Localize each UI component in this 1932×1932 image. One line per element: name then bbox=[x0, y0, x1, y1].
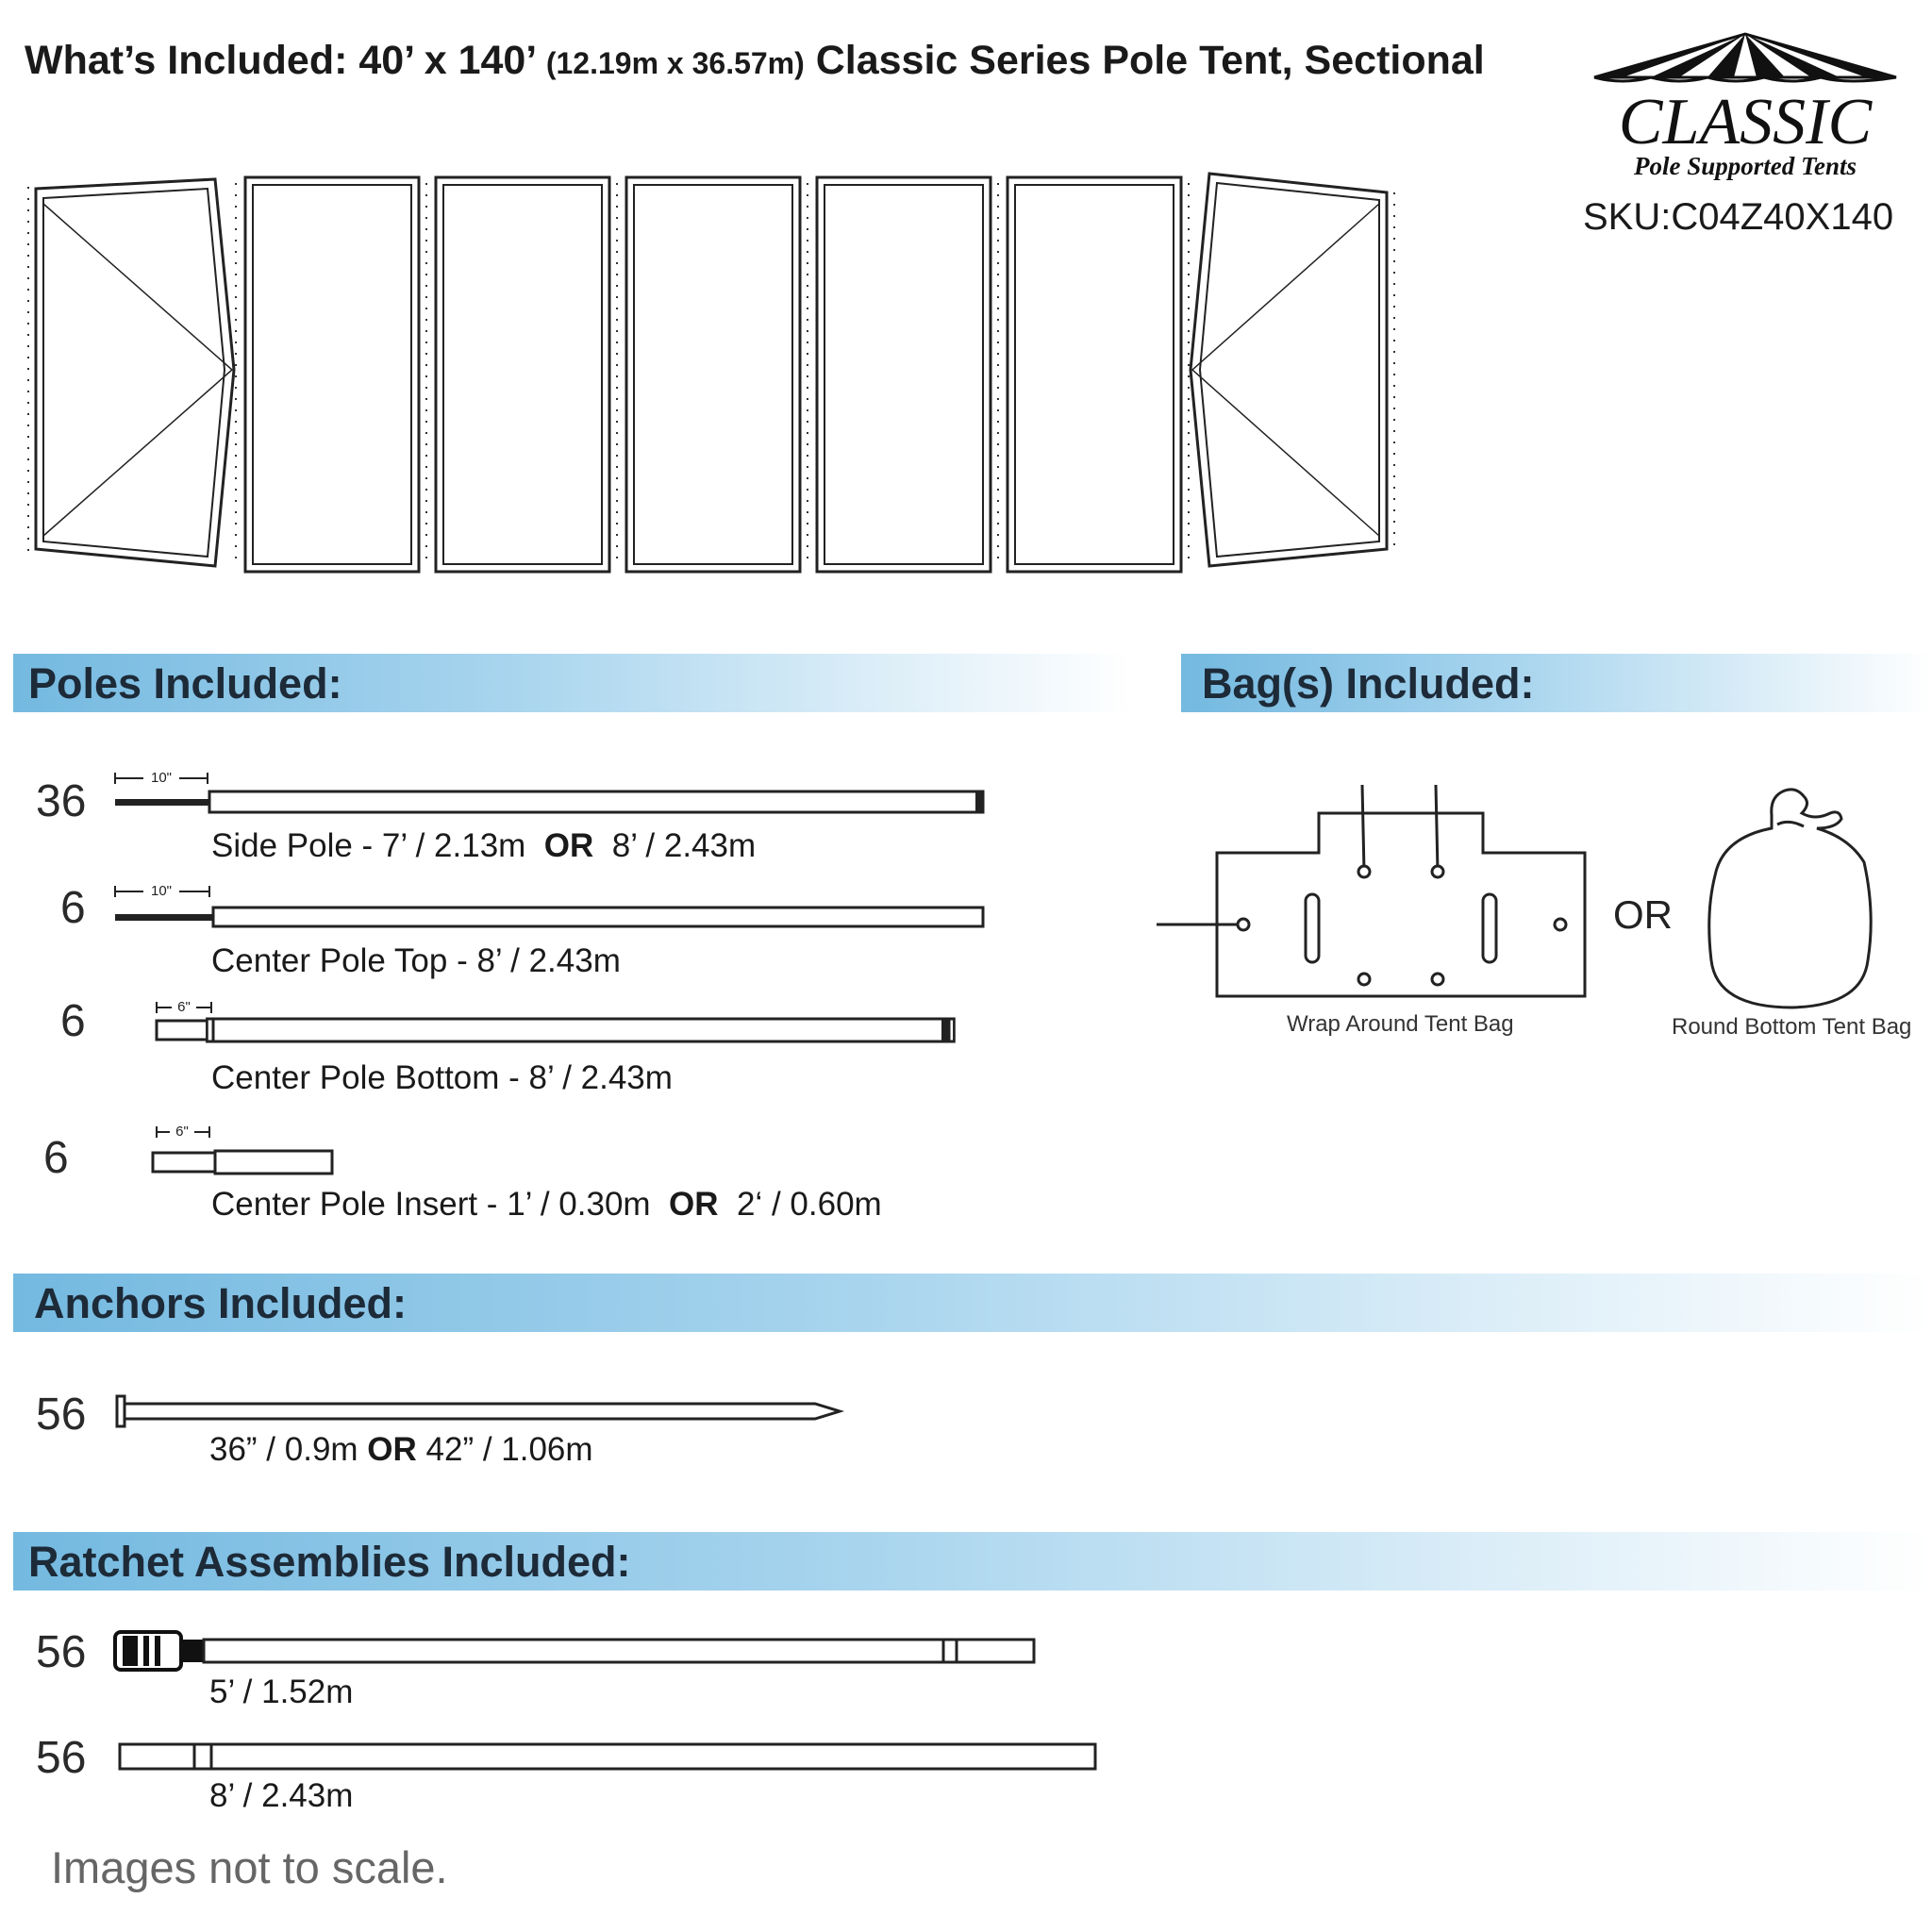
section-banner-bags bbox=[1181, 654, 1932, 712]
pole-or: OR bbox=[543, 827, 594, 864]
ratchet-label: 5’ / 1.52m bbox=[209, 1674, 354, 1710]
pole-label bbox=[211, 1059, 673, 1097]
tent-stripes-icon bbox=[1594, 34, 1896, 81]
ratchet-qty: 56 bbox=[36, 1733, 87, 1783]
tent-end-section-left bbox=[36, 179, 234, 566]
tent-mid-section-2 bbox=[436, 177, 609, 572]
tent-end-section-right bbox=[1191, 174, 1387, 566]
anchor-size-2: 42” / 1.06m bbox=[416, 1431, 593, 1468]
ratchet-qty: 56 bbox=[36, 1627, 87, 1677]
section-title-ratchets: Ratchet Assemblies Included: bbox=[28, 1538, 631, 1586]
section-title-bags: Bag(s) Included: bbox=[1202, 659, 1535, 708]
sku-label: SKU:C04Z40X140 bbox=[1583, 196, 1894, 238]
section-banner-anchors bbox=[13, 1274, 1932, 1332]
side-pole-drawing bbox=[113, 769, 991, 816]
wrap-bag-label: Wrap Around Tent Bag bbox=[1287, 1011, 1514, 1037]
center-pole-top-drawing bbox=[113, 882, 991, 929]
pole-label bbox=[211, 1186, 882, 1224]
pole-name: Center Pole Top - 8’ / 2.43m bbox=[211, 942, 621, 979]
center-pole-insert-drawing bbox=[149, 1123, 347, 1175]
ratchet-buckle-icon bbox=[115, 1632, 204, 1670]
section-banner-poles bbox=[13, 654, 1132, 712]
wrap-around-bag-drawing bbox=[1157, 779, 1591, 1006]
bag-or-label: OR bbox=[1613, 892, 1673, 937]
logo-tagline: Pole Supported Tents bbox=[1633, 152, 1857, 180]
title-metric: (12.19m x 36.57m) bbox=[545, 46, 805, 80]
round-bag-label: Round Bottom Tent Bag bbox=[1672, 1014, 1912, 1040]
pole-or: OR bbox=[669, 1186, 719, 1223]
center-pole-bottom-drawing bbox=[151, 998, 991, 1045]
pole-name: Center Pole Bottom - 8’ / 2.43m bbox=[211, 1059, 673, 1096]
pole-qty: 6 bbox=[60, 883, 86, 933]
logo-brand: CLASSIC bbox=[1618, 86, 1873, 158]
strap-label: 8’ / 2.43m bbox=[209, 1777, 354, 1814]
pole-name: Side Pole - 7’ / 2.13m bbox=[211, 827, 526, 864]
pin-length-label: 6" bbox=[175, 1124, 189, 1140]
tent-sections-diagram bbox=[0, 160, 1415, 585]
anchor-stake-drawing bbox=[113, 1392, 849, 1430]
anchor-or: OR bbox=[367, 1431, 417, 1468]
tent-mid-section-4 bbox=[817, 177, 991, 572]
section-banner-ratchets bbox=[13, 1532, 1932, 1591]
page-title bbox=[25, 38, 1485, 84]
section-title-anchors: Anchors Included: bbox=[34, 1279, 408, 1327]
pole-label bbox=[211, 827, 756, 865]
ratchet-strap-drawing bbox=[111, 1626, 1041, 1675]
footnote: Images not to scale. bbox=[51, 1842, 448, 1892]
pin-length-label: 6" bbox=[177, 999, 191, 1015]
tent-mid-section-3 bbox=[626, 177, 800, 572]
section-title-poles: Poles Included: bbox=[28, 659, 342, 708]
title-end: Classic Series Pole Tent, Sectional bbox=[804, 38, 1485, 83]
pole-alt: 2‘ / 0.60m bbox=[737, 1186, 882, 1223]
pin-length-label: 10" bbox=[150, 770, 173, 786]
anchor-qty: 56 bbox=[36, 1390, 87, 1440]
anchor-label bbox=[209, 1431, 593, 1469]
pole-label bbox=[211, 942, 621, 980]
classic-logo bbox=[1585, 28, 1906, 189]
tent-mid-section-1 bbox=[245, 177, 419, 572]
round-bottom-bag-drawing bbox=[1698, 772, 1887, 1017]
anchor-size-1: 36” / 0.9m bbox=[209, 1431, 368, 1468]
pin-length-label: 10" bbox=[150, 883, 173, 899]
pole-qty: 6 bbox=[43, 1133, 69, 1183]
pole-qty: 36 bbox=[36, 776, 87, 826]
strap-drawing bbox=[117, 1740, 1098, 1774]
title-main: What’s Included: 40’ x 140’ bbox=[25, 38, 546, 83]
pole-alt: 8’ / 2.43m bbox=[611, 827, 757, 864]
pole-qty: 6 bbox=[60, 996, 86, 1046]
tent-mid-section-5 bbox=[1008, 177, 1181, 572]
pole-name: Center Pole Insert - 1’ / 0.30m bbox=[211, 1186, 651, 1223]
